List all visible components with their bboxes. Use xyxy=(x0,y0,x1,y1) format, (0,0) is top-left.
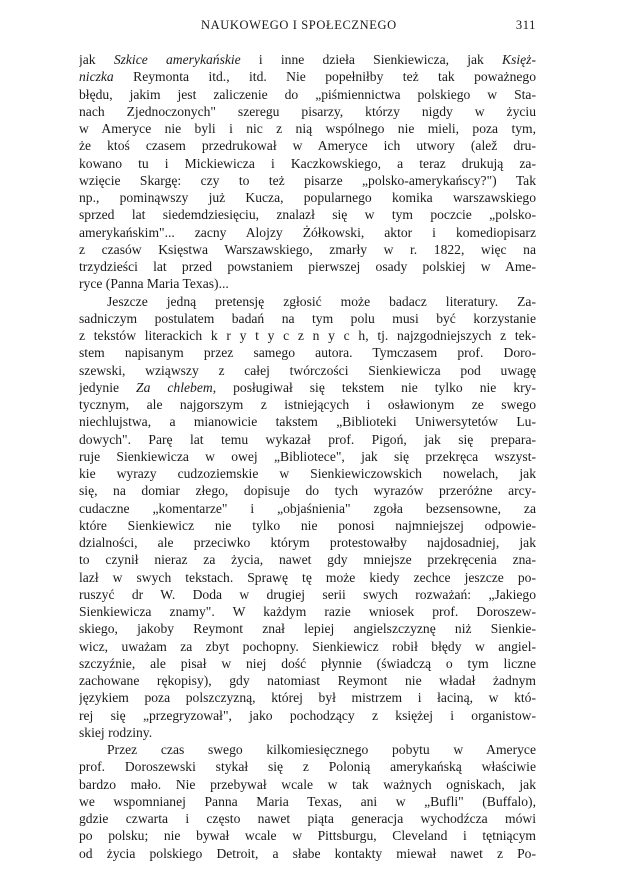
text-line: tycznym, ale najgorszym z istniejących i osławionym ze swego xyxy=(79,397,536,412)
text-line: to czynił nieraz za życia, nawet gdy mniejsze przekręcenia zna- xyxy=(79,552,536,568)
paragraph xyxy=(79,741,536,862)
text-line: kie wyrazy cudzoziemskie w Sienkiewiczowskich nowelach, jak xyxy=(79,466,536,481)
text-line: zachowane rękopisy), gdy natomiast Reymont nie władał żadnym xyxy=(79,673,536,688)
text-line: Jeszcze jedną pretensję zgłosić może badacz literatury. Za- xyxy=(107,293,536,309)
text-line: sprzed lat siedemdziesięciu, znalazł się w tym poczcie „polsko- xyxy=(79,207,536,223)
page-number: 311 xyxy=(515,18,536,32)
text-line: lazł w swych tekstach. Sprawę tę może kiedy zechce jeszcze po- xyxy=(79,569,536,585)
text-line: z czasów Księstwa Warszawskiego, zmarły w r. 1822, więc na xyxy=(79,241,536,257)
running-head: NAUKOWEGO I SPOŁECZNEGO xyxy=(201,18,397,32)
text-line: Przez czas swego kilkomiesięcznego pobytu w Ameryce xyxy=(107,742,536,757)
text-line: skiego, jakoby Reymont znał lepiej angielszczyznę niż Sienkie- xyxy=(79,621,536,637)
text-line: jak Szkice amerykańskie i inne dzieła Sienkiewicza, jak Księż- xyxy=(79,52,536,67)
text-line: niczka Reymonta itd., itd. Nie popełniłby też tak poważnego xyxy=(79,69,536,85)
text-line: gdzie czwarta i często nawet piąta generacja wychodźcza mówi xyxy=(79,811,536,826)
text-line: błędu, jakim jest zaliczenie do „piśmiennictwa polskiego w Sta- xyxy=(79,86,536,102)
text-line: szczyźnie, ale pisał w niej dość płynnie (świadczą o tym liczne xyxy=(79,655,536,671)
paragraph xyxy=(79,293,536,742)
text-line: rej się „przegryzował", jako pochodzący z księżej i organistow- xyxy=(79,707,536,723)
text-line: dzialności, ale przeciwko którym protestowałby najdosadniej, jak xyxy=(79,535,536,550)
text-line: trzydzieści lat przed powstaniem pierwszej osady polskiej w Ame- xyxy=(79,259,536,274)
text-line: ryce (Panna Maria Texas)... xyxy=(79,276,229,292)
text-line: cudaczne „komentarze" i „objaśnienia" zgoła bezsensowne, za xyxy=(79,500,536,516)
text-line: się, na domiar złego, dopisuje do tych wyrazów przeróżne arcy- xyxy=(79,483,536,499)
text-line: językiem poza polszczyzną, której był mistrzem i łaciną, w któ- xyxy=(79,690,536,706)
text-line: skiej rodziny. xyxy=(79,724,153,740)
text-line: sadniczym postulatem badań na tym polu musi być korzystanie xyxy=(79,310,536,326)
text-line: stem napisanym przez samego autora. Tymczasem prof. Doro- xyxy=(79,345,536,361)
text-line: bardzo mało. Nie przebywał wcale w tak ważnych ogniskach, jak xyxy=(79,776,536,792)
text-line: w Ameryce nie byli i nic z nią wspólnego nie mieli, poza tym, xyxy=(79,121,536,136)
text-line: wicz, uważam za zbyt pochopny. Sienkiewicz robił błędy w angiel- xyxy=(79,638,536,654)
paragraph xyxy=(79,51,536,293)
text-line: nach Zjednoczonych" szeregu pisarzy, którzy nigdy w życiu xyxy=(79,103,536,119)
text-line: z tekstów literackich k r y t y c z n y c h, tj. najzgodniejszych z tek- xyxy=(79,328,536,343)
page-header xyxy=(79,14,536,38)
text-line: które Sienkiewicz nie tylko nie ponosi najmniejszej odpowie- xyxy=(79,517,536,533)
text-line: ruszyć dr W. Doda w drugiej serii swych rozważań: „Jakiego xyxy=(79,586,536,602)
text-line: np., pominąwszy już Kucza, popularnego komika warszawskiego xyxy=(79,190,536,205)
text-line: jedynie Za chlebem, posługiwał się tekstem nie tylko nie kry- xyxy=(79,379,536,395)
text-line: amerykańskim"... zacny Alojzy Żółkowski, aktor i komediopisarz xyxy=(79,224,536,240)
book-page xyxy=(79,14,536,862)
text-line: dowych". Parę lat temu wykazał prof. Pigoń, jak się prepara- xyxy=(79,431,536,447)
text-line: po polsku; nie bywał wcale w Pittsburgu, Cleveland i tętniącym xyxy=(79,828,536,844)
text-line: szewski, wziąwszy z całej twórczości Sienkiewicza pod uwagę xyxy=(79,362,536,378)
text-line: Sienkiewicza znamy". W każdym razie wniosek prof. Doroszew- xyxy=(79,604,536,619)
body-text xyxy=(79,51,536,862)
text-line: niechlujstwa, a mianowicie takstem „Biblioteki Uniwersytetów Lu- xyxy=(79,414,536,430)
text-line: że ktoś czasem przedrukował w Ameryce ich utwory (alež dru- xyxy=(79,138,536,154)
text-line: wzięcie Skargę: czy to też pisarze „polsko-amerykańscy?") Tak xyxy=(79,172,536,188)
text-line: kowano tu i Mickiewicza i Kaczkowskiego, a teraz drukują za- xyxy=(79,155,536,171)
text-line: prof. Doroszewski stykał się z Polonią amerykańską właściwie xyxy=(79,759,536,775)
text-line: od życia polskiego Detroit, a słabe kontakty miewał nawet z Po- xyxy=(79,845,536,861)
text-line: ruje Sienkiewicza w owej „Bibliotece", jak się przekręca wszyst- xyxy=(79,448,536,464)
text-line: we wspomnianej Panna Maria Texas, ani w „Bufli" (Buffalo), xyxy=(79,793,536,809)
